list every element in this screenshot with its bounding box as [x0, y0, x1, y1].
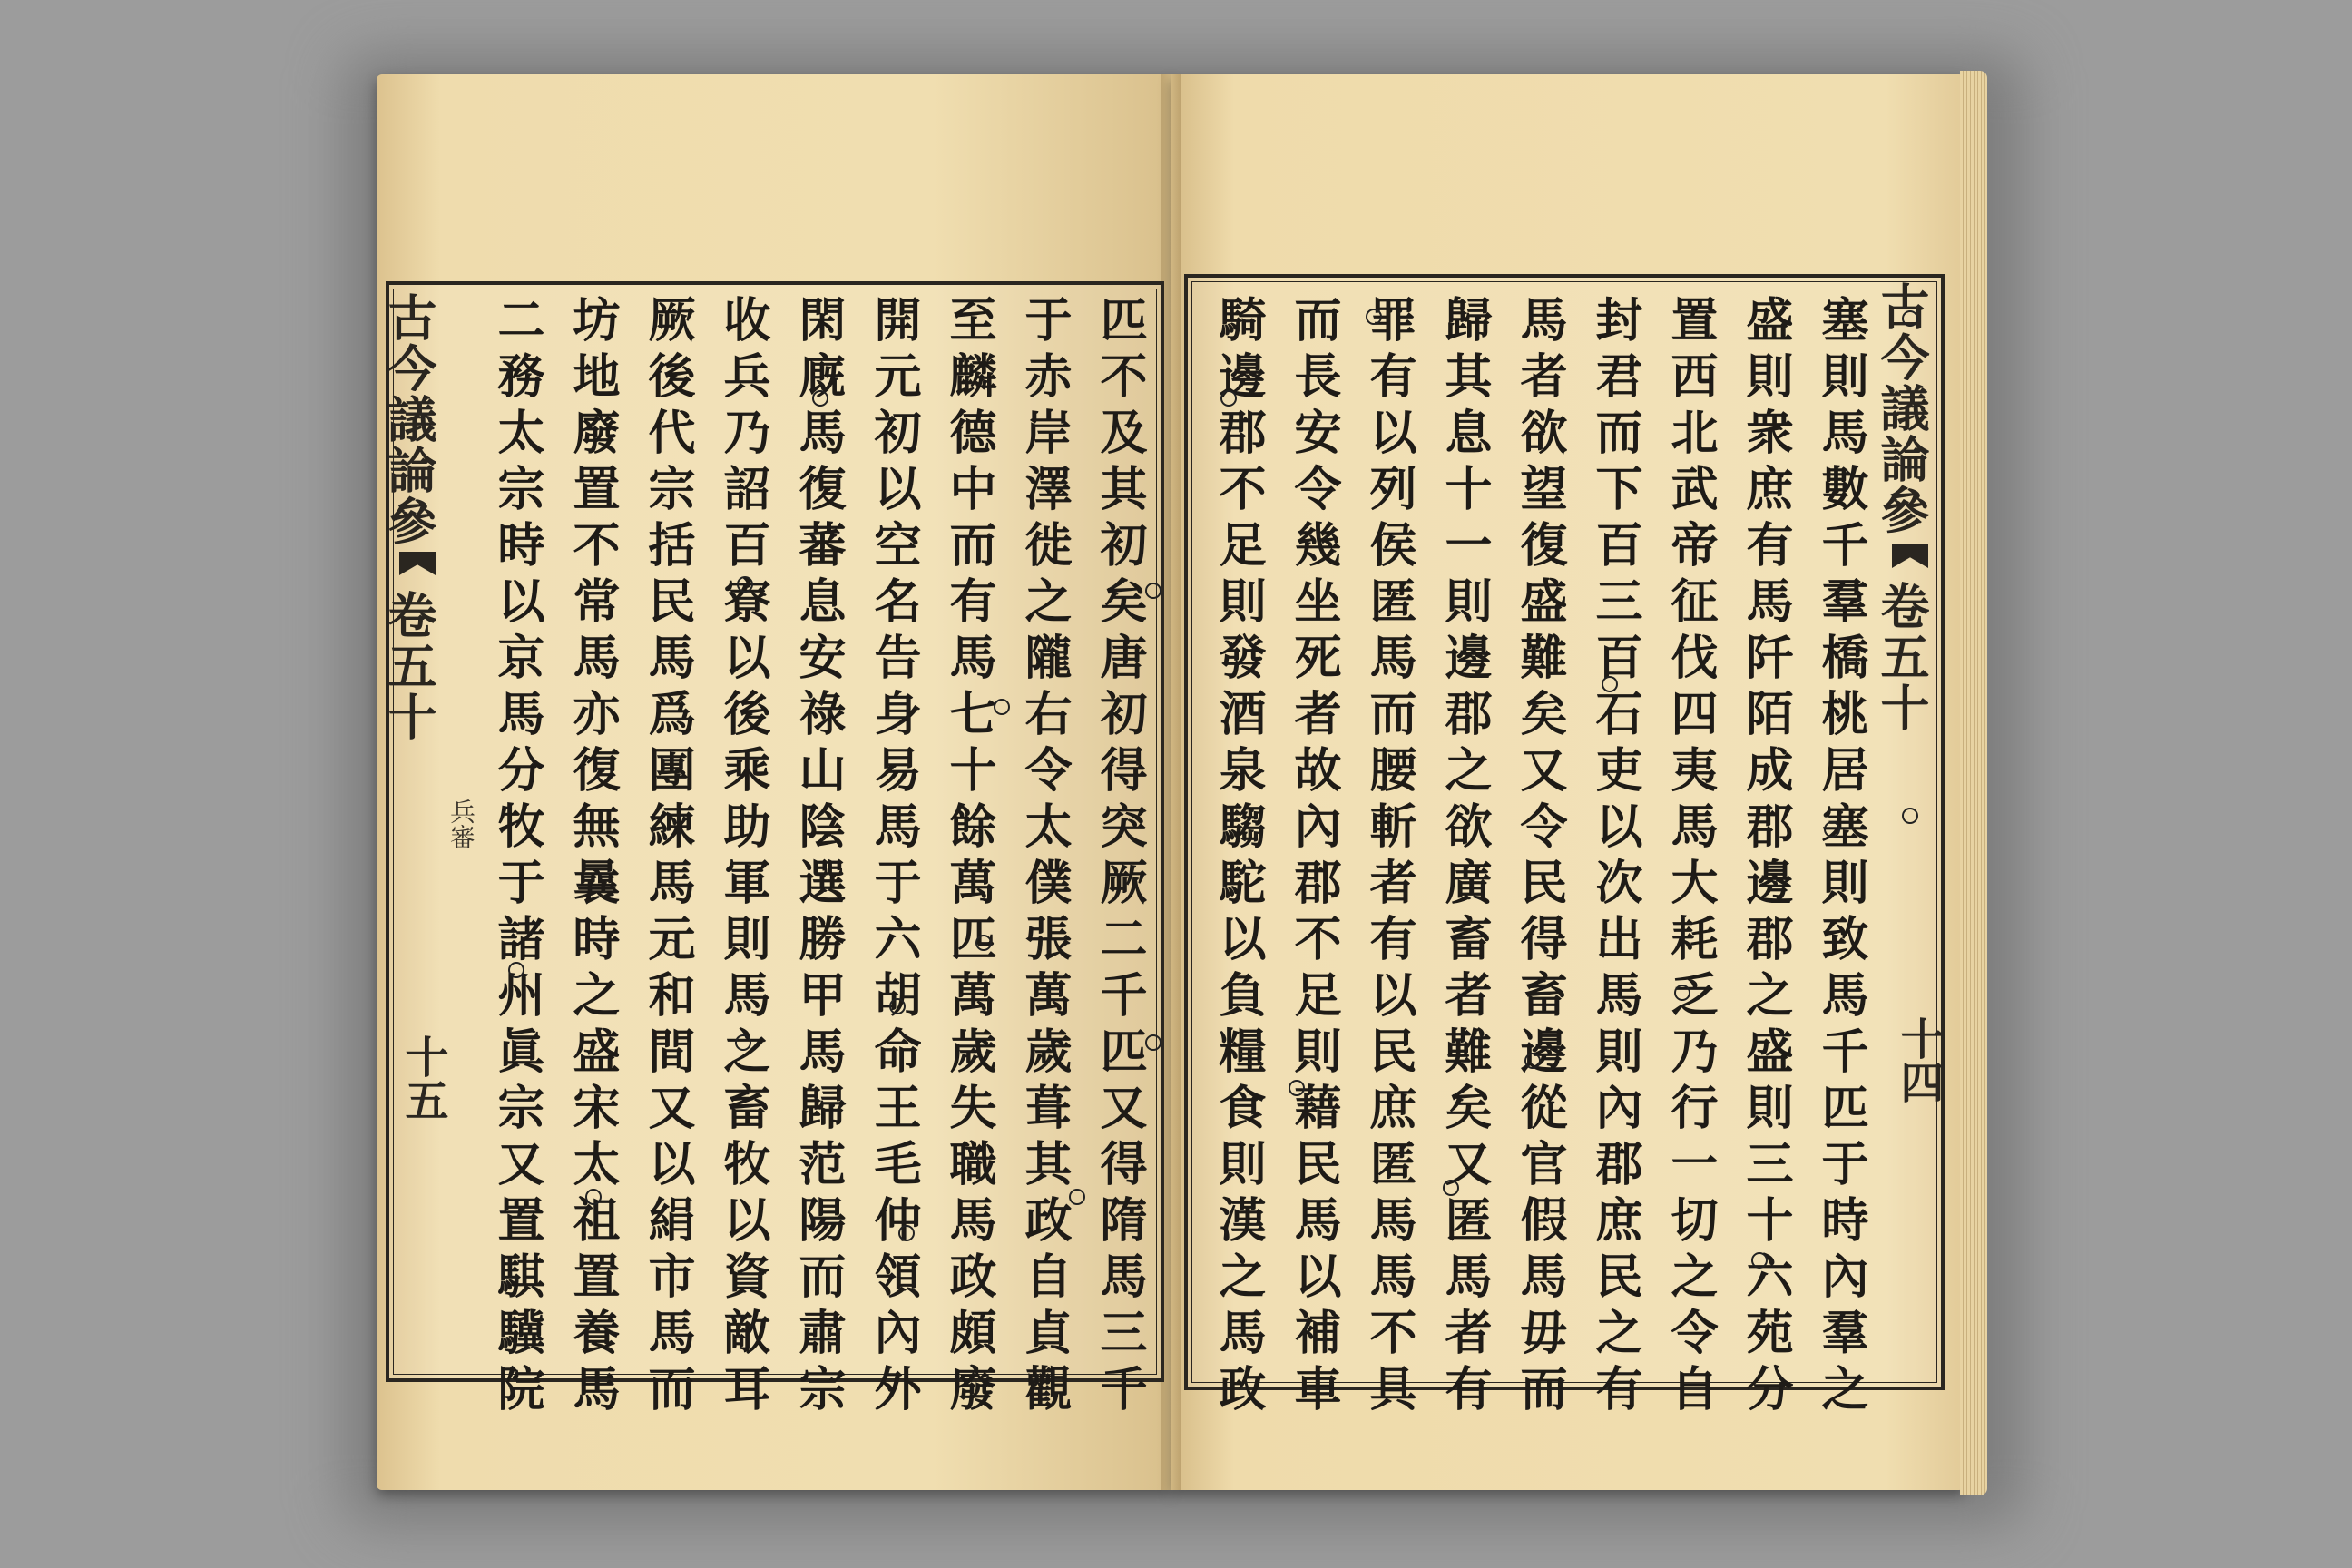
- punctuation-circle: [735, 1034, 751, 1051]
- right-text-column: 馬者欲望復盛難矣又令民得畜邊從官假馬毋而: [1512, 295, 1567, 1420]
- punctuation-circle: [1674, 985, 1690, 1001]
- punctuation-circle: [1366, 309, 1382, 325]
- punctuation-circle: [994, 699, 1010, 715]
- punctuation-circle: [1443, 1180, 1459, 1196]
- left-text-column: 開元初以空名告身易馬于六胡命王毛仲領內外: [866, 295, 921, 1420]
- right-text-column: 而長安令幾坐死者故內郡不足則藉民馬以補車: [1286, 295, 1341, 1420]
- page-edges: [1960, 71, 1987, 1495]
- left-text-column: 二務太宗時以京馬分牧于諸州眞宗又置騏驥院: [489, 295, 544, 1420]
- punctuation-circle: [737, 576, 753, 593]
- punctuation-circle: [1069, 1189, 1085, 1205]
- punctuation-circle: [975, 935, 992, 951]
- punctuation-circle: [1824, 821, 1840, 838]
- left-text-column: 收兵乃詔百寮以後乘助軍則馬之畜牧以資敵耳: [715, 295, 770, 1420]
- punctuation-circle: [1902, 808, 1918, 824]
- right-text-column: 封君而下百三百石吏以次出馬則內郡庶民之有: [1587, 295, 1642, 1420]
- left-text-column: 厥後代宗括民馬爲團練馬元和間又以絹市馬而: [640, 295, 695, 1420]
- punctuation-circle: [898, 1225, 915, 1241]
- right-page-number: 十四: [1893, 1016, 1944, 1103]
- punctuation-circle: [812, 390, 828, 407]
- left-text-column: 坊地廢置不常馬亦復無曩時之盛宋太祖置養馬: [564, 295, 620, 1420]
- punctuation-circle: [1220, 390, 1237, 407]
- left-text-column: 于赤岸澤徙之隴右令太僕張萬歲葺其政自貞觀: [1016, 295, 1072, 1420]
- right-text-column: 罪有以列侯匿馬而腰斬者有以民庶匿馬馬不具: [1361, 295, 1416, 1420]
- punctuation-circle: [585, 1189, 602, 1205]
- book-gutter: [1161, 74, 1181, 1490]
- punctuation-circle: [508, 962, 524, 978]
- punctuation-circle: [1145, 1034, 1161, 1051]
- left-page-number: 十五: [397, 1034, 448, 1122]
- left-text-column: 匹不及其初矣唐初得突厥二千匹又得隋馬三千: [1092, 295, 1147, 1420]
- left-text-column: 至麟德中而有馬七十餘萬匹萬歲失職馬政頗廢: [941, 295, 996, 1420]
- left-volume-label: 卷五十: [380, 590, 438, 742]
- punctuation-circle: [1145, 583, 1161, 599]
- punctuation-circle: [1602, 676, 1618, 692]
- punctuation-circle: [662, 939, 679, 956]
- left-section-label: 兵審: [446, 799, 476, 849]
- left-text-column: 閑廐馬復蕃息安祿山陰選勝甲馬歸范陽而肅宗: [790, 295, 846, 1420]
- right-banner-title: 古今議論參: [1873, 281, 1931, 535]
- right-text-column: 置西北武帝征伐四夷馬大耗乏乃行一切之令自: [1662, 295, 1718, 1420]
- right-text-column: 盛則衆庶有馬阡陌成郡邊郡之盛則三十六苑分: [1738, 295, 1793, 1420]
- punctuation-circle: [1289, 1080, 1305, 1096]
- punctuation-circle: [1751, 1252, 1768, 1269]
- right-text-column: 騎邊郡不足則發酒泉騶駝以負糧食則漢之馬政: [1210, 295, 1266, 1420]
- right-text-column: 歸其息十一則邊郡之欲廣畜者難矣又匿馬者有: [1436, 295, 1492, 1420]
- right-text-column: 塞則馬數千羣橋桃居塞則致馬千匹于時內羣之: [1813, 295, 1868, 1420]
- punctuation-circle: [1524, 1053, 1541, 1069]
- punctuation-circle: [889, 998, 906, 1014]
- right-volume-label: 卷五十: [1873, 581, 1931, 733]
- left-banner-title: 古今議論參: [380, 292, 438, 546]
- punctuation-circle: [1902, 310, 1918, 327]
